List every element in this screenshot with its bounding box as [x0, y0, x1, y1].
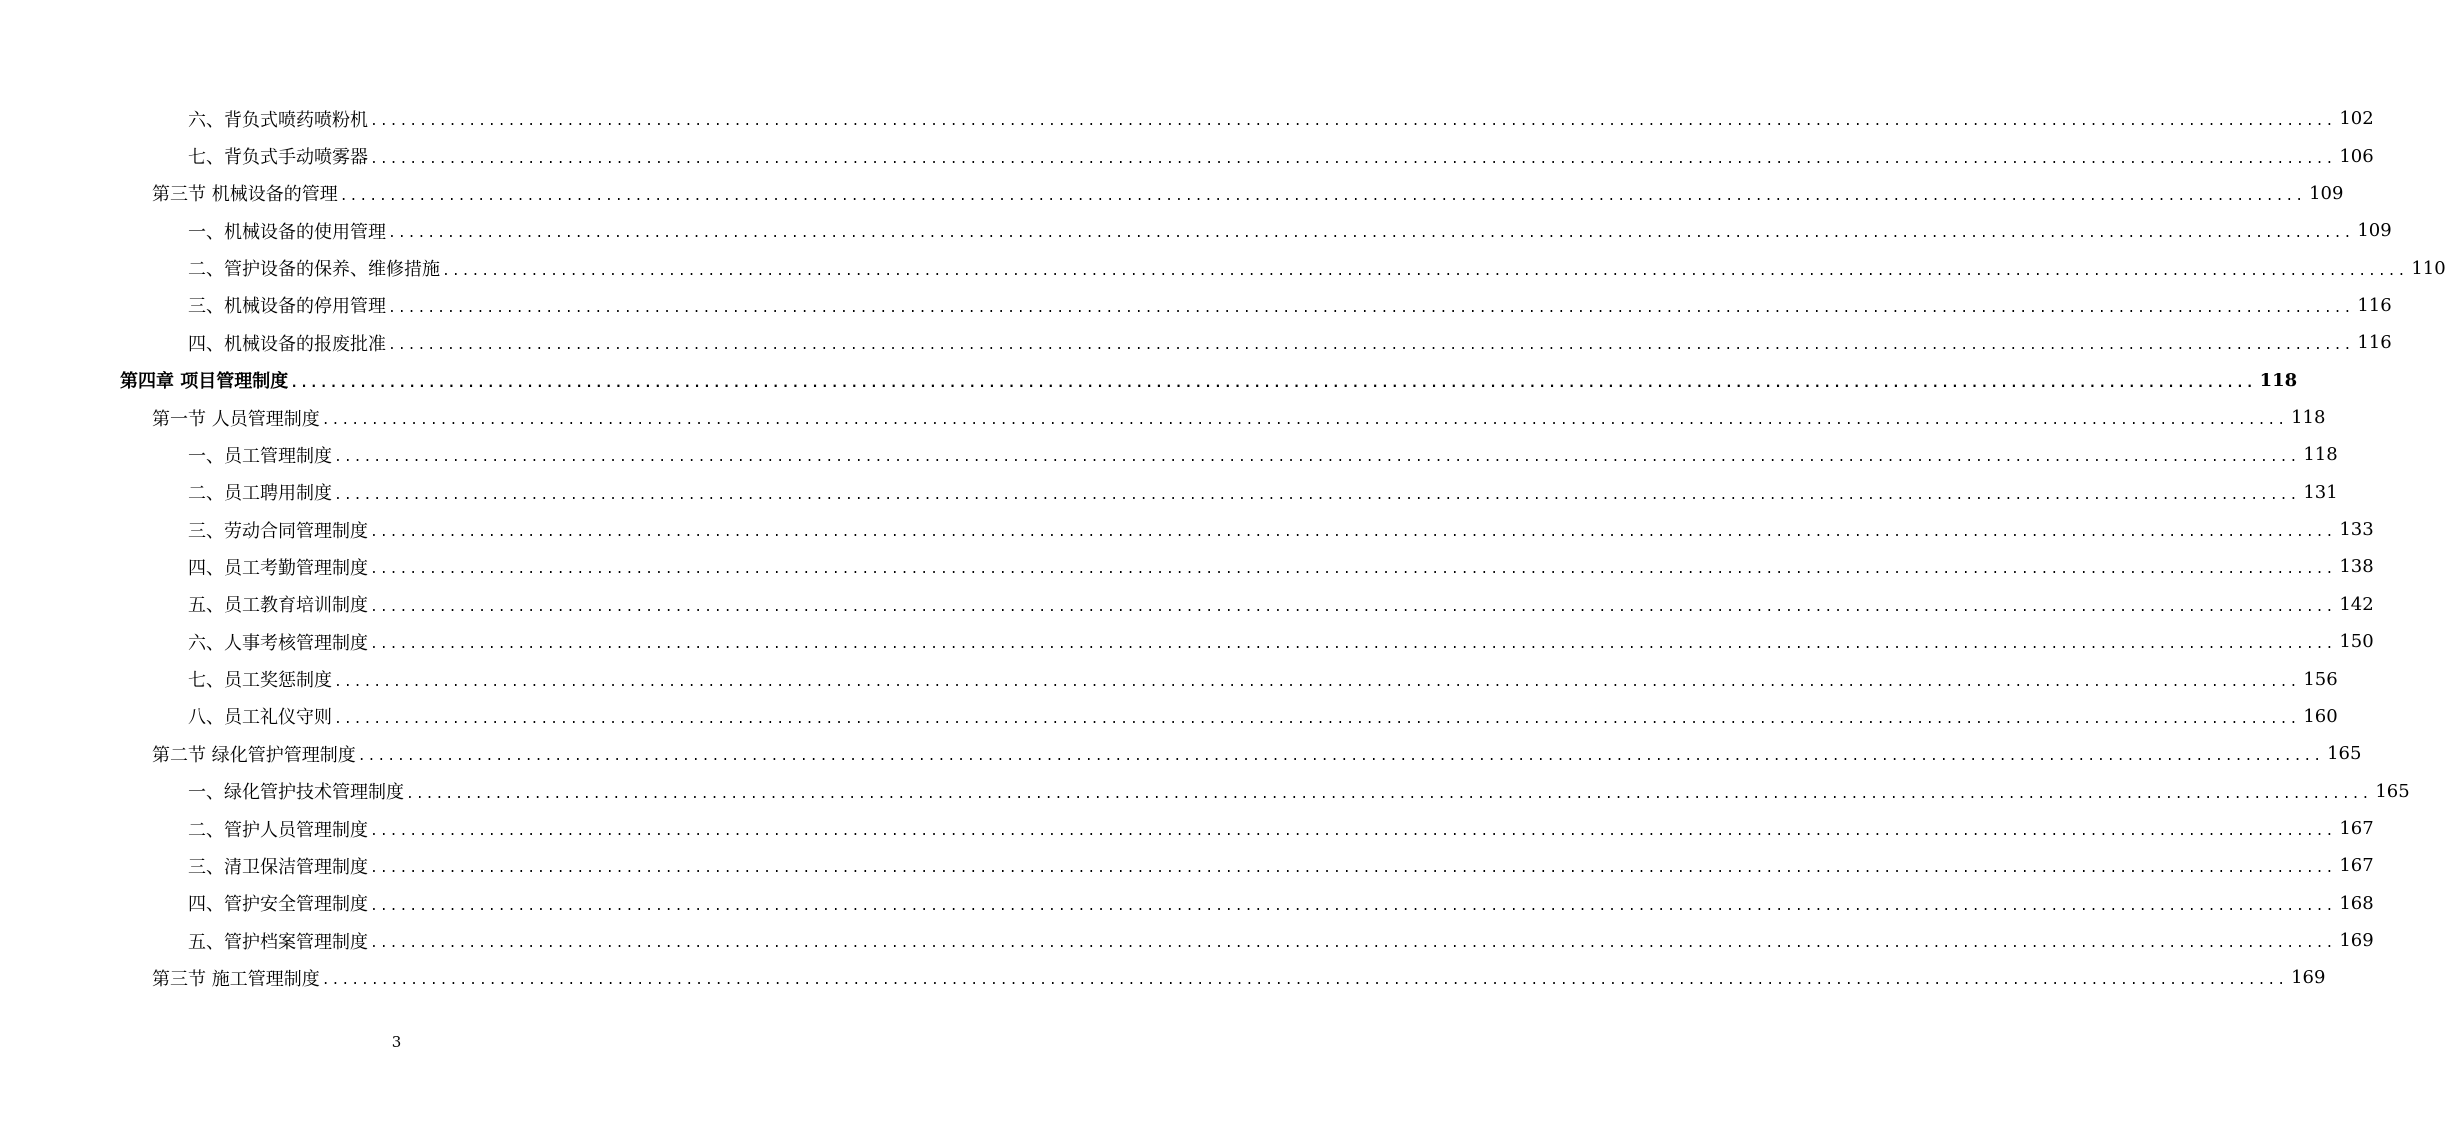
toc-entry[interactable] [0, 362, 2298, 399]
toc-entry-page: 116 [2357, 332, 2392, 354]
toc-entry[interactable] [0, 959, 2326, 996]
dot-leader: ........................................................................................................................................................................................................ [370, 562, 2336, 578]
toc-entry[interactable] [0, 548, 2374, 585]
toc-entry-page: 102 [2339, 108, 2374, 130]
toc-entry-label: 五、管护档案管理制度 [188, 931, 368, 953]
dot-leader: ........................................................................................................................................................................................................ [334, 674, 2300, 690]
toc-entry-label: 二、员工聘用制度 [188, 483, 332, 505]
toc-entry-label: 第四章 项目管理制度 [120, 371, 289, 393]
dot-leader: ........................................................................................................................................................................................................ [321, 973, 2288, 989]
toc-entry[interactable] [0, 249, 2446, 286]
toc-entry-label: 二、管护人员管理制度 [188, 819, 368, 841]
dot-leader: ........................................................................................................................................................................................................ [406, 786, 2372, 802]
dot-leader: ........................................................................................................................................................................................................ [370, 861, 2336, 877]
dot-leader: ........................................................................................................................................................................................................ [370, 936, 2336, 952]
dot-leader: ........................................................................................................................................................................................................ [370, 898, 2336, 914]
dot-leader: ........................................................................................................................................................................................................ [334, 711, 2300, 727]
toc-entry-label: 一、员工管理制度 [188, 445, 332, 467]
toc-entry[interactable] [0, 175, 2344, 212]
toc-entry[interactable] [0, 586, 2374, 623]
toc-entry[interactable] [0, 474, 2338, 511]
toc-entry[interactable] [0, 137, 2374, 174]
toc-entry[interactable] [0, 287, 2392, 324]
toc-entry[interactable] [0, 772, 2410, 809]
toc-entry-label: 一、绿化管护技术管理制度 [188, 782, 404, 804]
toc-entry[interactable] [0, 100, 2374, 137]
toc-entry-page: 138 [2339, 556, 2374, 578]
toc-entry-label: 第二节 绿化管护管理制度 [152, 744, 356, 766]
toc-entry-page: 110 [2411, 257, 2446, 279]
toc-entry-page: 150 [2339, 631, 2374, 653]
toc-entry[interactable] [0, 885, 2374, 922]
dot-leader: ........................................................................................................................................................................................................ [370, 637, 2336, 653]
dot-leader: ........................................................................................................................................................................................................ [339, 188, 2306, 204]
toc-entry[interactable] [0, 922, 2374, 959]
toc-entry-label: 四、机械设备的报废批准 [188, 333, 386, 355]
dot-leader: ........................................................................................................................................................................................................ [388, 226, 2354, 242]
toc-entry[interactable] [0, 847, 2374, 884]
toc-entry-label: 八、员工礼仪守则 [188, 707, 332, 729]
dot-leader: ........................................................................................................................................................................................................ [370, 525, 2336, 541]
toc-entry-page: 106 [2339, 145, 2374, 167]
toc-entry-label: 二、管护设备的保养、维修措施 [188, 259, 440, 281]
toc-entry[interactable] [0, 810, 2374, 847]
toc-entry[interactable] [0, 436, 2338, 473]
toc-entry[interactable] [0, 399, 2326, 436]
dot-leader: ........................................................................................................................................................................................................ [370, 599, 2336, 615]
toc-entry[interactable] [0, 660, 2338, 697]
toc-entry-page: 156 [2303, 668, 2338, 690]
toc-entry-page: 109 [2357, 220, 2392, 242]
toc-entry-page: 168 [2339, 892, 2374, 914]
toc-entry-page: 169 [2339, 930, 2374, 952]
dot-leader: ........................................................................................................................................................................................................ [290, 375, 2256, 391]
dot-leader: ........................................................................................................................................................................................................ [388, 300, 2354, 316]
toc-entry-label: 四、员工考勤管理制度 [188, 557, 368, 579]
toc-entry-label: 七、背负式手动喷雾器 [188, 147, 368, 169]
toc-entry[interactable] [0, 698, 2338, 735]
toc-entry-label: 第三节 施工管理制度 [152, 968, 320, 990]
toc-entry[interactable] [0, 623, 2374, 660]
dot-leader: ........................................................................................................................................................................................................ [334, 450, 2300, 466]
toc-entry-label: 第三节 机械设备的管理 [152, 184, 338, 206]
dot-leader: ........................................................................................................................................................................................................ [321, 413, 2288, 429]
toc-entry-label: 六、人事考核管理制度 [188, 632, 368, 654]
toc-entry-label: 三、清卫保洁管理制度 [188, 856, 368, 878]
toc-entry[interactable] [0, 324, 2392, 361]
toc-entry[interactable] [0, 511, 2374, 548]
toc-entry-page: 165 [2327, 743, 2362, 765]
toc-entry-page: 118 [2291, 407, 2326, 429]
toc-entry-page: 133 [2339, 519, 2374, 541]
toc-entry-page: 118 [2303, 444, 2338, 466]
toc-entry-page: 167 [2339, 818, 2374, 839]
toc-entry-page: 142 [2339, 593, 2374, 615]
toc-entry-page: 118 [2259, 369, 2298, 391]
dot-leader: ........................................................................................................................................................................................................ [357, 749, 2324, 765]
toc-entry-label: 第一节 人员管理制度 [152, 408, 320, 430]
toc-entry-label: 六、背负式喷药喷粉机 [188, 109, 368, 131]
toc-entry-label: 三、劳动合同管理制度 [188, 520, 368, 542]
toc-entry-label: 三、机械设备的停用管理 [188, 296, 386, 318]
dot-leader: ........................................................................................................................................................................................................ [388, 338, 2354, 354]
toc-entry-page: 160 [2303, 705, 2338, 727]
toc-entry[interactable] [0, 735, 2362, 772]
dot-leader: ........................................................................................................................................................................................................ [370, 114, 2336, 130]
dot-leader: ........................................................................................................................................................................................................ [442, 263, 2408, 279]
toc-entry-page: 131 [2303, 481, 2338, 503]
toc-entry-label: 五、员工教育培训制度 [188, 595, 368, 617]
toc-entry-label: 一、机械设备的使用管理 [188, 221, 386, 243]
page-number: 3 [391, 1033, 402, 1051]
dot-leader: ........................................................................................................................................................................................................ [370, 824, 2336, 839]
toc-entry-label: 七、员工奖惩制度 [188, 670, 332, 692]
toc-entry-page: 109 [2309, 182, 2344, 204]
table-of-contents [0, 100, 2446, 997]
toc-entry-page: 165 [2375, 780, 2410, 802]
toc-entry[interactable] [0, 212, 2392, 249]
toc-entry-page: 116 [2357, 294, 2392, 316]
dot-leader: ........................................................................................................................................................................................................ [334, 487, 2300, 503]
toc-entry-page: 167 [2339, 855, 2374, 877]
toc-entry-label: 四、管护安全管理制度 [188, 894, 368, 916]
toc-entry-page: 169 [2291, 967, 2326, 989]
dot-leader: ........................................................................................................................................................................................................ [370, 151, 2336, 167]
